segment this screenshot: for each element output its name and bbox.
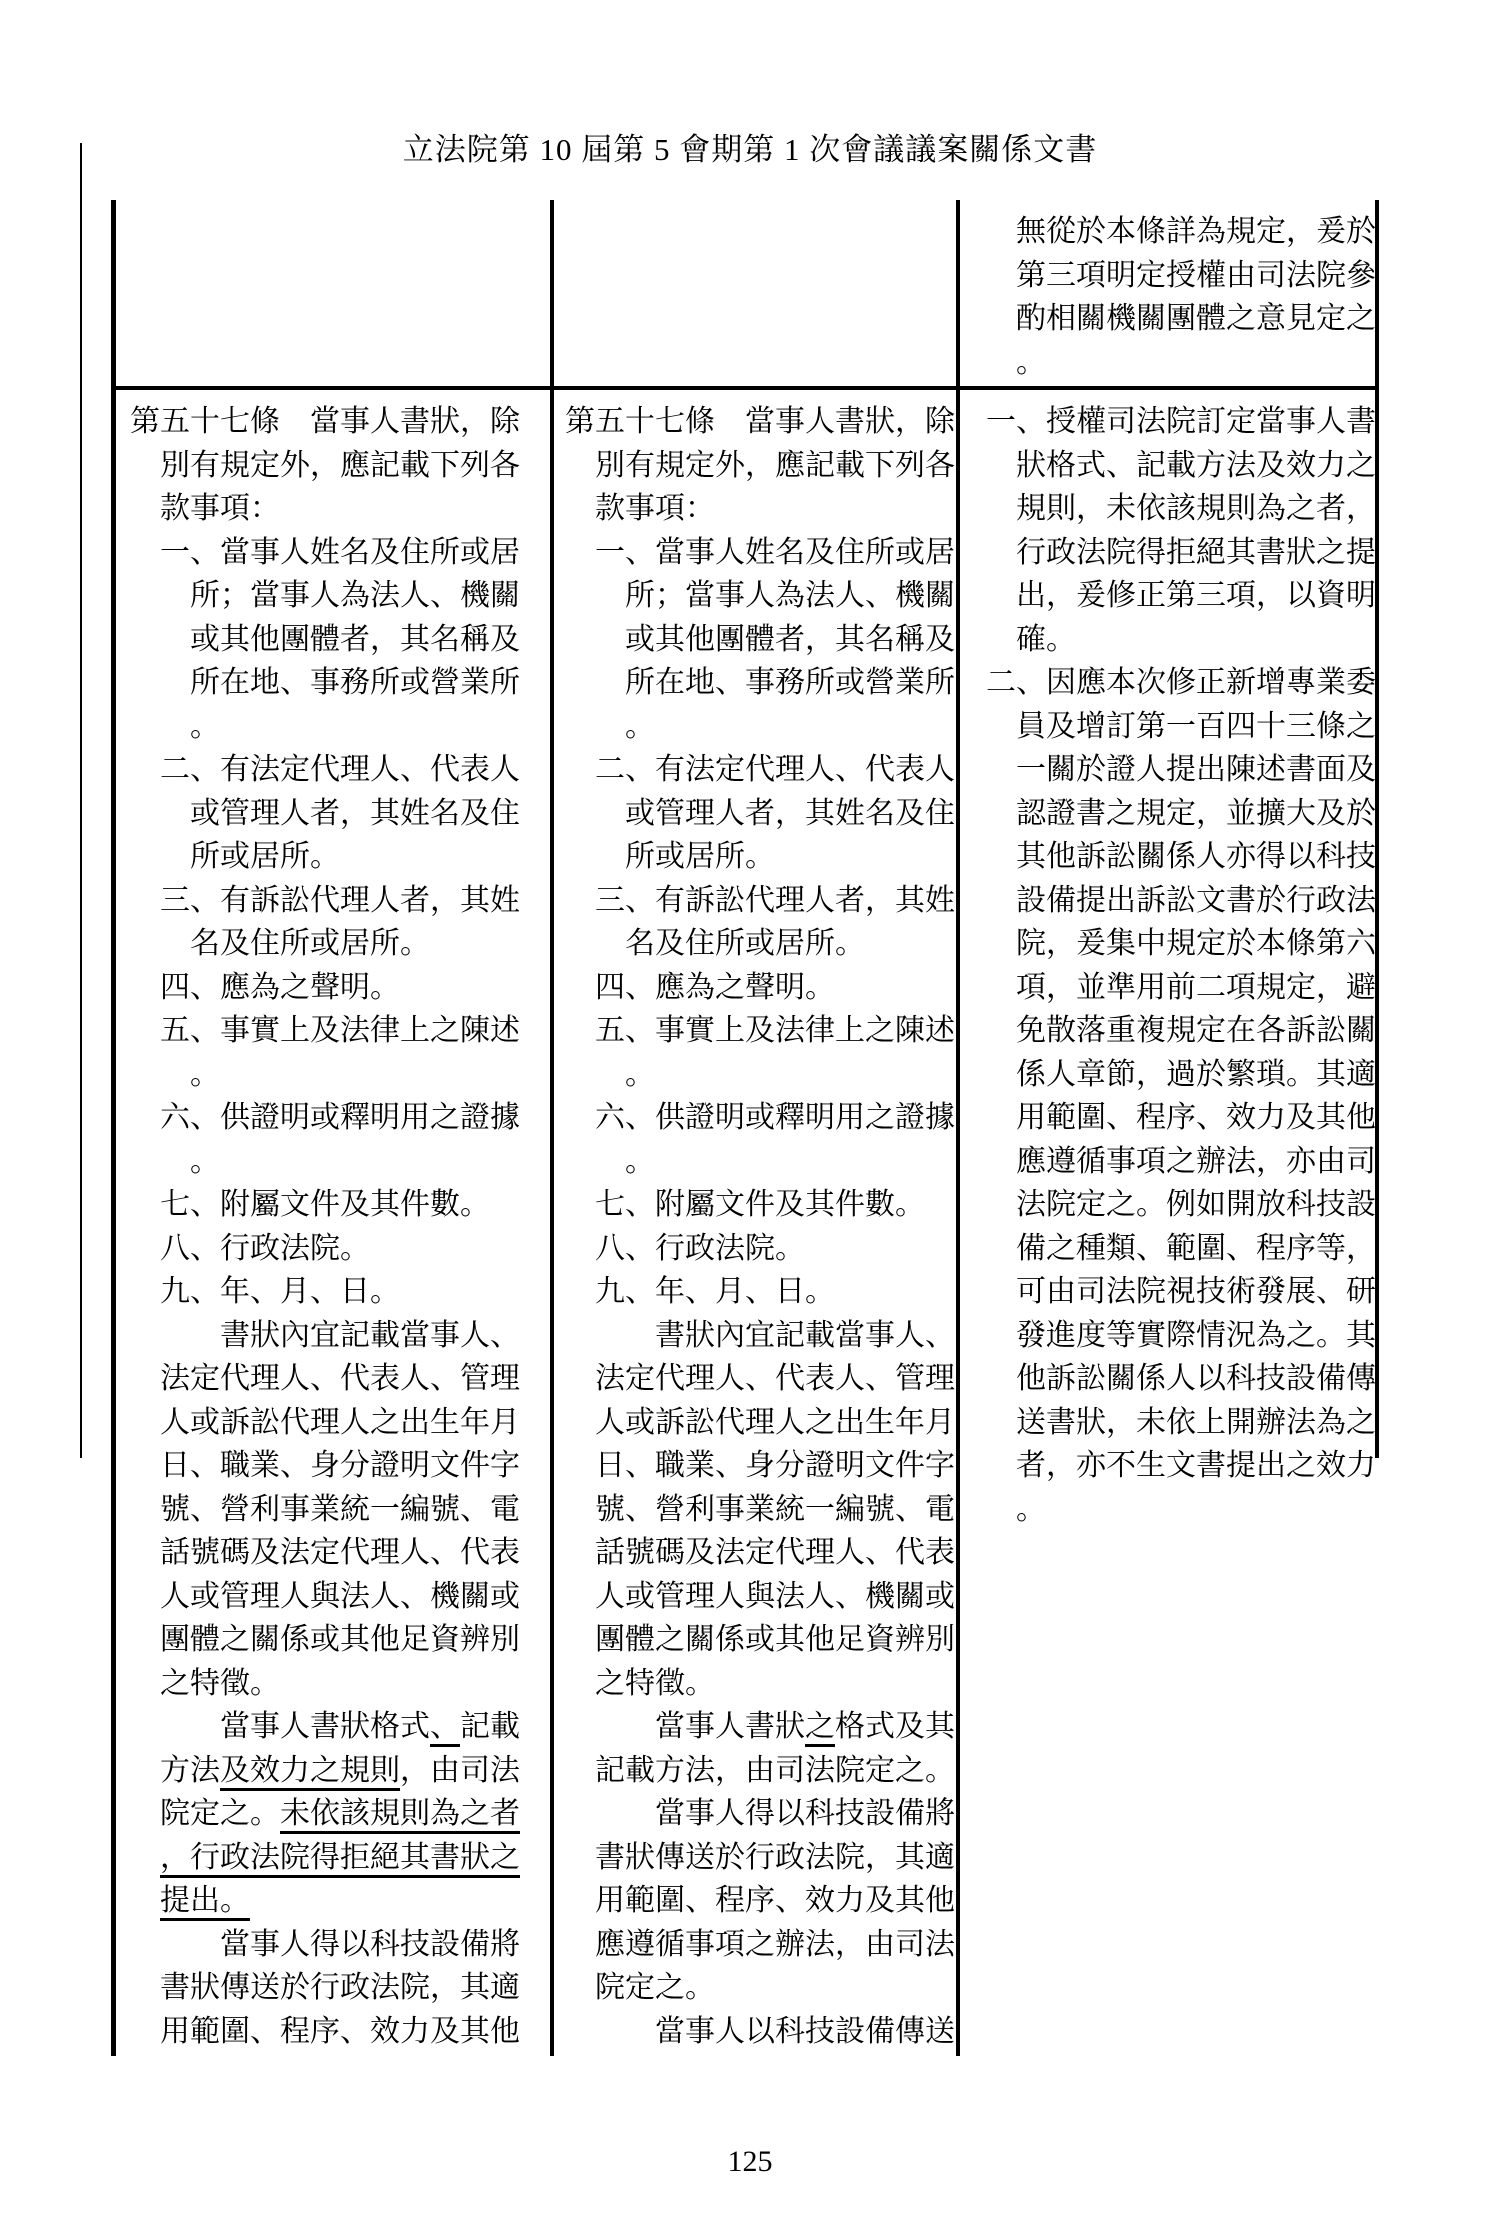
text-segment: 認證書之規定，並擴大及於: [1016, 796, 1376, 830]
text-line: [130, 444, 550, 488]
text-segment: 一關於證人提出陳述書面及: [1016, 753, 1376, 786]
text-segment: 可由司法院視技術發展、研: [1016, 1275, 1376, 1308]
text-line: [130, 1314, 550, 1358]
text-segment: 院定之。: [595, 1971, 715, 2004]
text-segment: 院，爰集中規定於本條第六: [1016, 927, 1376, 960]
text-line: [130, 574, 550, 618]
text-line: [565, 748, 957, 792]
text-line: [565, 835, 957, 879]
text-segment: 所或居所。: [625, 840, 775, 873]
text-line: [565, 922, 957, 966]
text-line: [130, 1749, 550, 1793]
text-line: [565, 531, 957, 575]
text-line: [565, 1270, 957, 1314]
underlined-text: 提出。: [160, 1884, 250, 1921]
text-segment: 所；當事人為法人、機關: [190, 579, 520, 612]
text-segment: 六、供證明或釋明用之證據: [595, 1101, 955, 1134]
text-segment: 別有規定外，應記載下列各: [595, 448, 955, 482]
text-segment: 七、附屬文件及其件數。: [160, 1188, 490, 1221]
text-segment: 九、年、月、日。: [595, 1275, 835, 1308]
text-line: [130, 1096, 550, 1140]
text-segment: 行政法院得拒絕其書狀之提: [1016, 535, 1376, 569]
text-segment: 。: [190, 1144, 220, 1178]
text-line: [986, 1183, 1378, 1227]
text-line: [130, 835, 550, 879]
text-segment: 別有規定外，應記載下列各: [160, 448, 520, 482]
text-segment: ，由司法: [400, 1753, 520, 1787]
text-line: [130, 1401, 550, 1445]
text-line: [986, 1009, 1378, 1053]
text-segment: 之特徵。: [595, 1666, 715, 1700]
text-segment: 出，爰修正第三項，以資明: [1016, 579, 1376, 612]
text-segment: 備之種類、範圍、程序等，: [1016, 1231, 1376, 1265]
underlined-text: ，行政法院得拒絕其書狀之: [160, 1841, 520, 1878]
text-segment: 所；當事人為法人、機關: [625, 579, 955, 612]
text-segment: 係人章節，過於繁瑣。其適: [1016, 1057, 1376, 1091]
text-line: [565, 1009, 957, 1053]
text-line: [986, 297, 1378, 341]
text-segment: 所在地、事務所或營業所: [625, 666, 955, 699]
text-line: [130, 1966, 550, 2010]
text-segment: 所或居所。: [190, 840, 340, 873]
text-line: [565, 444, 957, 488]
text-line: [565, 1401, 957, 1445]
underlined-text: 、: [430, 1710, 460, 1747]
text-segment: 號、營利事業統一編號、電: [160, 1492, 520, 1526]
text-line: [565, 1531, 957, 1575]
text-segment: 。: [1016, 345, 1046, 379]
text-line: [565, 1966, 957, 2010]
text-segment: 法院定之。例如開放科技設: [1016, 1188, 1376, 1221]
text-line: [130, 487, 550, 531]
text-line: [986, 1096, 1378, 1140]
table-border-left: [111, 200, 116, 2056]
text-line: [565, 400, 957, 444]
text-segment: 書狀傳送於行政法院，其適: [595, 1840, 955, 1874]
amendment-column: [130, 400, 550, 2053]
text-line: [130, 1140, 550, 1184]
text-segment: 法定代理人、代表人、管理: [595, 1362, 955, 1395]
underlined-text: 未依該規則為之者: [280, 1797, 520, 1834]
text-segment: 當事人書狀: [655, 1710, 805, 1743]
explanation-continuation-cell: [986, 210, 1378, 384]
text-line: [986, 1140, 1378, 1184]
text-line: [130, 1009, 550, 1053]
text-line: [130, 1357, 550, 1401]
text-segment: 應遵循事項之辦法，由司法: [595, 1927, 955, 1961]
text-line: [130, 1662, 550, 1706]
text-segment: 免散落重複規定在各訴訟關: [1016, 1014, 1376, 1047]
text-line: [130, 1923, 550, 1967]
text-line: [986, 341, 1378, 385]
text-segment: 方法: [160, 1753, 220, 1787]
text-segment: 規則，未依該規則為之者，: [1016, 492, 1376, 525]
text-line: [565, 1357, 957, 1401]
text-line: [565, 487, 957, 531]
text-line: [130, 1053, 550, 1097]
text-line: [565, 1444, 957, 1488]
text-segment: 。: [625, 1144, 655, 1178]
text-line: [565, 879, 957, 923]
text-line: [986, 574, 1378, 618]
text-segment: 酌相關機關團體之意見定之: [1016, 302, 1376, 335]
text-line: [130, 705, 550, 749]
text-segment: 者，亦不生文書提出之效力: [1016, 1449, 1376, 1482]
text-line: [986, 400, 1378, 444]
text-segment: 書狀內宜記載當事人、: [220, 1318, 520, 1352]
text-line: [565, 1618, 957, 1662]
text-line: [986, 922, 1378, 966]
text-line: [565, 1314, 957, 1358]
text-segment: 五、事實上及法律上之陳述: [160, 1014, 520, 1047]
text-line: [565, 1096, 957, 1140]
text-line: [986, 254, 1378, 298]
text-segment: 法定代理人、代表人、管理: [160, 1362, 520, 1395]
text-segment: 用範圍、程序、效力及其他: [595, 1884, 955, 1917]
text-segment: 話號碼及法定代理人、代表: [595, 1536, 955, 1569]
text-segment: 一、當事人姓名及住所或居: [160, 535, 520, 569]
text-line: [130, 1227, 550, 1271]
text-line: [565, 1879, 957, 1923]
text-line: [130, 618, 550, 662]
text-line: [565, 966, 957, 1010]
text-line: [986, 1488, 1378, 1532]
text-line: [986, 792, 1378, 836]
text-line: [130, 792, 550, 836]
text-line: [130, 922, 550, 966]
text-segment: 第五十七條 當事人書狀，除: [565, 405, 955, 438]
text-segment: 第五十七條 當事人書狀，除: [130, 405, 520, 438]
text-segment: 員及增訂第一百四十三條之: [1016, 709, 1376, 743]
text-segment: 院定之。: [160, 1797, 280, 1830]
text-line: [565, 618, 957, 662]
text-segment: 款事項：: [595, 492, 715, 525]
text-line: [565, 661, 957, 705]
text-line: [565, 1227, 957, 1271]
text-line: [130, 879, 550, 923]
text-line: [565, 2010, 957, 2054]
text-line: [565, 1662, 957, 1706]
text-segment: 二、有法定代理人、代表人: [160, 753, 520, 786]
text-line: [565, 1488, 957, 1532]
text-segment: 所在地、事務所或營業所: [190, 666, 520, 699]
page-number: 125: [727, 2145, 773, 2178]
text-segment: 二、有法定代理人、代表人: [595, 753, 955, 786]
column-divider-1: [550, 200, 554, 2056]
explanation-column: [986, 400, 1378, 1531]
text-line: [130, 1575, 550, 1619]
text-line: [565, 1140, 957, 1184]
text-line: [986, 531, 1378, 575]
text-line: [986, 1357, 1378, 1401]
text-line: [565, 1705, 957, 1749]
text-line: [565, 1053, 957, 1097]
text-segment: 三、有訴訟代理人者，其姓: [160, 883, 520, 917]
text-segment: 人或訴訟代理人之出生年月: [595, 1405, 955, 1439]
text-segment: 他訴訟關係人以科技設備傳: [1016, 1362, 1376, 1395]
text-line: [130, 2010, 550, 2054]
text-line: [986, 748, 1378, 792]
text-segment: 項，並準用前二項規定，避: [1016, 970, 1376, 1004]
text-segment: 當事人得以科技設備將: [655, 1797, 955, 1830]
text-line: [986, 879, 1378, 923]
text-segment: 設備提出訴訟文書於行政法: [1016, 883, 1376, 917]
text-segment: 記載方法，由司法院定之。: [595, 1753, 955, 1787]
text-segment: 名及住所或居所。: [190, 927, 430, 960]
text-segment: 。: [190, 1057, 220, 1091]
text-line: [986, 966, 1378, 1010]
text-segment: 狀格式、記載方法及效力之: [1016, 448, 1376, 482]
text-segment: 團體之關係或其他足資辨別: [595, 1623, 955, 1656]
text-segment: 其他訴訟關係人亦得以科技: [1016, 840, 1376, 873]
text-line: [986, 1270, 1378, 1314]
text-segment: 款事項：: [160, 492, 280, 525]
text-line: [986, 1444, 1378, 1488]
text-line: [565, 705, 957, 749]
text-segment: 六、供證明或釋明用之證據: [160, 1101, 520, 1134]
text-segment: 話號碼及法定代理人、代表: [160, 1536, 520, 1569]
text-segment: 四、應為之聲明。: [160, 970, 400, 1004]
text-segment: 號、營利事業統一編號、電: [595, 1492, 955, 1526]
text-segment: 當事人得以科技設備將: [220, 1927, 520, 1961]
text-segment: 記載: [460, 1710, 520, 1743]
text-segment: 八、行政法院。: [595, 1231, 805, 1265]
text-segment: 二、因應本次修正新增專業委: [986, 666, 1376, 699]
current-law-column: [565, 400, 957, 2053]
text-line: [986, 618, 1378, 662]
text-segment: 一、授權司法院訂定當事人書: [986, 405, 1376, 438]
text-segment: 七、附屬文件及其件數。: [595, 1188, 925, 1221]
text-line: [130, 1836, 550, 1880]
text-segment: 。: [625, 1057, 655, 1091]
text-segment: 人或訴訟代理人之出生年月: [160, 1405, 520, 1439]
text-line: [565, 792, 957, 836]
text-segment: 應遵循事項之辦法，亦由司: [1016, 1144, 1376, 1178]
text-segment: 。: [625, 709, 655, 743]
text-line: [986, 444, 1378, 488]
text-segment: 一、當事人姓名及住所或居: [595, 535, 955, 569]
text-segment: 五、事實上及法律上之陳述: [595, 1014, 955, 1047]
text-segment: 無從於本條詳為規定，爰於: [1016, 215, 1376, 248]
table-border-left-outer: [80, 143, 82, 1458]
text-segment: 確。: [1016, 622, 1076, 656]
text-line: [565, 1923, 957, 1967]
text-segment: 名及住所或居所。: [625, 927, 865, 960]
text-line: [565, 1575, 957, 1619]
text-segment: 八、行政法院。: [160, 1231, 370, 1265]
text-segment: 四、應為之聲明。: [595, 970, 835, 1004]
text-line: [565, 1749, 957, 1793]
text-segment: 書狀傳送於行政法院，其適: [160, 1971, 520, 2004]
text-segment: 人或管理人與法人、機關或: [160, 1579, 520, 1613]
text-line: [986, 661, 1378, 705]
text-line: [130, 531, 550, 575]
text-segment: 用範圍、程序、效力及其他: [160, 2014, 520, 2048]
text-line: [986, 1314, 1378, 1358]
text-segment: 第三項明定授權由司法院參: [1016, 258, 1376, 292]
text-segment: 團體之關係或其他足資辨別: [160, 1623, 520, 1656]
text-segment: 之特徵。: [160, 1666, 280, 1700]
text-segment: 送書狀，未依上開辦法為之: [1016, 1405, 1376, 1439]
text-line: [565, 1836, 957, 1880]
text-segment: 日、職業、身分證明文件字: [595, 1449, 955, 1482]
text-segment: 或其他團體者，其名稱及: [625, 622, 955, 656]
text-segment: 。: [1016, 1492, 1046, 1526]
text-segment: 九、年、月、日。: [160, 1275, 400, 1308]
text-segment: 當事人以科技設備傳送: [655, 2014, 955, 2048]
text-line: [130, 1705, 550, 1749]
table-row-divider: [111, 386, 1379, 390]
text-line: [986, 1053, 1378, 1097]
text-segment: 人或管理人與法人、機關或: [595, 1579, 955, 1613]
text-line: [565, 574, 957, 618]
text-line: [986, 1401, 1378, 1445]
text-segment: 用範圍、程序、效力及其他: [1016, 1101, 1376, 1134]
text-line: [130, 748, 550, 792]
text-segment: 或其他團體者，其名稱及: [190, 622, 520, 656]
text-segment: 。: [190, 709, 220, 743]
text-segment: 書狀內宜記載當事人、: [655, 1318, 955, 1352]
text-segment: 格式及其: [835, 1710, 955, 1743]
text-line: [565, 1183, 957, 1227]
text-line: [986, 1227, 1378, 1271]
text-line: [986, 705, 1378, 749]
text-line: [130, 1183, 550, 1227]
text-line: [130, 400, 550, 444]
text-line: [130, 1444, 550, 1488]
text-line: [986, 210, 1378, 254]
text-line: [986, 835, 1378, 879]
text-segment: 當事人書狀格式: [220, 1710, 430, 1743]
text-segment: 日、職業、身分證明文件字: [160, 1449, 520, 1482]
text-line: [130, 1531, 550, 1575]
underlined-text: 之: [805, 1710, 835, 1747]
underlined-text: 及效力之規則: [220, 1754, 400, 1791]
text-line: [130, 1618, 550, 1662]
text-segment: 三、有訴訟代理人者，其姓: [595, 883, 955, 917]
text-line: [130, 966, 550, 1010]
text-segment: 或管理人者，其姓名及住: [625, 796, 955, 830]
text-line: [130, 661, 550, 705]
text-line: [130, 1488, 550, 1532]
text-line: [130, 1879, 550, 1923]
document-title: 立法院第 10 屆第 5 會期第 1 次會議議案關係文書: [402, 132, 1098, 167]
text-line: [130, 1792, 550, 1836]
text-line: [565, 1792, 957, 1836]
text-segment: 發進度等實際情況為之。其: [1016, 1318, 1376, 1352]
text-line: [986, 487, 1378, 531]
text-line: [130, 1270, 550, 1314]
text-segment: 或管理人者，其姓名及住: [190, 796, 520, 830]
